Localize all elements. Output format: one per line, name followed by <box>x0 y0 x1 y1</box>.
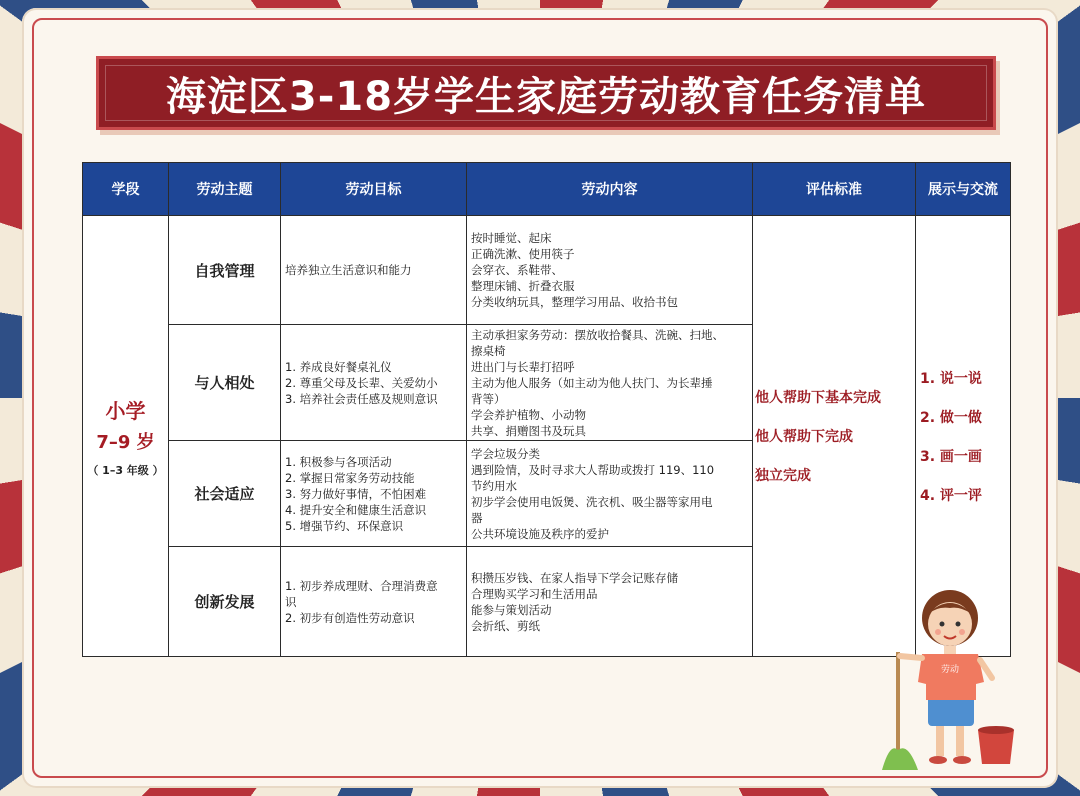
content-line: 会穿衣、系鞋带、 <box>471 263 563 277</box>
goal-line: 3. 努力做好事情，不怕困难 <box>285 486 427 501</box>
shorts <box>928 696 974 726</box>
content-cell <box>467 325 753 441</box>
goal-line: 1. 积极参与各项活动 <box>285 454 392 469</box>
content-cell <box>467 547 753 657</box>
content-line: 正确洗漱、使用筷子 <box>471 247 575 261</box>
content-line: 进出门与长辈打招呼 <box>471 359 575 374</box>
goal-line: 识 <box>285 594 297 609</box>
table-header-row <box>83 163 1011 216</box>
stage-age: 7–9 岁 <box>96 431 155 453</box>
child-mopping-illustration <box>880 572 1030 777</box>
content-line: 遇到险情，及时寻求大人帮助或拨打 119、110 <box>471 462 715 477</box>
content-line: 主动承担家务劳动：摆放收拾餐具、洗碗、扫地、 <box>471 327 724 342</box>
goal-line: 4. 提升安全和健康生活意识 <box>285 502 427 517</box>
bucket <box>978 730 1014 764</box>
content-cell <box>467 441 753 547</box>
shirt <box>918 654 984 700</box>
mop-head <box>882 748 918 770</box>
goal-cell <box>281 547 467 657</box>
evaluation-line: 他人帮助下基本完成 <box>755 390 881 406</box>
header-showcase: 展示与交流 <box>916 163 1011 216</box>
goal-line: 2. 初步有创造性劳动意识 <box>285 610 415 625</box>
content-line: 主动为他人服务（如主动为他人扶门、为长辈捶 <box>471 375 713 390</box>
content-line: 学会养护植物、小动物 <box>471 407 586 422</box>
goal-line: 5. 增强节约、环保意识 <box>285 518 404 533</box>
content-line: 节约用水 <box>471 478 517 493</box>
evaluation-line: 独立完成 <box>755 468 811 484</box>
header-theme: 劳动主题 <box>169 163 281 216</box>
content-line: 整理床铺、折叠衣服 <box>471 279 575 293</box>
content-line: 积攒压岁钱、在家人指导下学会记账存储 <box>471 570 678 585</box>
content-line: 器 <box>471 510 483 525</box>
table-row <box>83 216 1011 325</box>
goal-line: 1. 初步养成理财、合理消费意 <box>285 578 438 593</box>
goal-cell <box>281 216 467 325</box>
page-title: 海淀区3-18岁学生家庭劳动教育任务清单 <box>165 73 927 120</box>
content-line: 学会垃圾分类 <box>471 446 540 461</box>
goal-line: 2. 掌握日常家务劳动技能 <box>285 470 415 485</box>
stage-cell <box>83 216 169 657</box>
theme-cell: 社会适应 <box>169 441 281 547</box>
goal-line: 3. 培养社会责任感及规则意识 <box>285 391 438 406</box>
task-table <box>82 162 1011 657</box>
content-line: 能参与策划活动 <box>471 602 552 617</box>
content-line: 共享、捐赠图书及玩具 <box>471 423 586 438</box>
theme-cell: 自我管理 <box>169 216 281 325</box>
goal-cell <box>281 325 467 441</box>
evaluation-line: 他人帮助下完成 <box>755 429 853 445</box>
header-evaluation: 评估标准 <box>753 163 916 216</box>
showcase-line: 2. 做一做 <box>920 409 982 426</box>
goal-line: 培养独立生活意识和能力 <box>285 263 412 277</box>
theme-cell: 创新发展 <box>169 547 281 657</box>
content-line: 擦桌椅 <box>471 343 506 358</box>
goal-line: 1. 养成良好餐桌礼仪 <box>285 359 392 374</box>
showcase-line: 3. 画一画 <box>920 448 982 465</box>
header-goal: 劳动目标 <box>281 163 467 216</box>
content-line: 合理购买学习和生活用品 <box>471 586 598 601</box>
content-line: 公共环境设施及秩序的爱护 <box>471 526 609 541</box>
showcase-line: 1. 说一说 <box>920 370 982 387</box>
showcase-line: 4. 评一评 <box>920 487 982 504</box>
title-banner <box>96 56 996 130</box>
content-line: 背等） <box>471 391 506 406</box>
stage-level: 小学 <box>105 398 146 423</box>
content-line: 分类收纳玩具，整理学习用品、收拾书包 <box>471 295 678 309</box>
stage-grade: （ 1–3 年级 ） <box>87 463 164 477</box>
content-line: 初步学会使用电饭煲、洗衣机、吸尘器等家用电 <box>471 494 713 509</box>
header-content: 劳动内容 <box>467 163 753 216</box>
goal-line: 2. 尊重父母及长辈、关爱幼小 <box>285 375 438 390</box>
content-line: 会折纸、剪纸 <box>471 618 540 633</box>
goal-cell <box>281 441 467 547</box>
content-cell <box>467 216 753 325</box>
theme-cell: 与人相处 <box>169 325 281 441</box>
header-stage: 学段 <box>83 163 169 216</box>
content-line: 按时睡觉、起床 <box>471 231 552 245</box>
shirt-text: 劳动 <box>940 665 960 675</box>
